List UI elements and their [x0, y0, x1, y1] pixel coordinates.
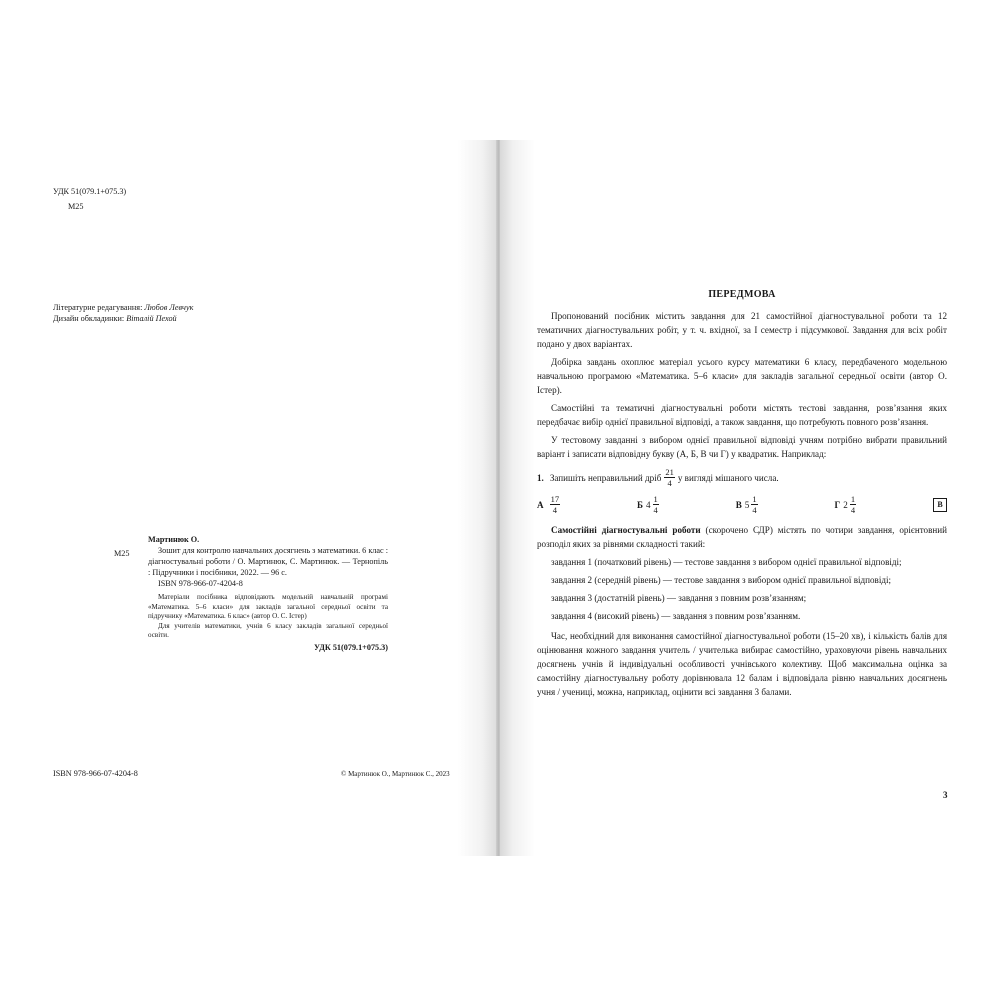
card-audience: Для учителів математики, учнів 6 класу закладів загальної середньої освіти.: [148, 621, 388, 640]
option-fraction: [550, 494, 561, 515]
book-spread: [0, 140, 1000, 856]
card-udk: УДК 51(079.1+075.3): [314, 642, 388, 652]
option-numerator: 1: [850, 494, 856, 504]
option-whole: 5: [744, 499, 750, 510]
designer-name: Віталій Пехой: [126, 314, 177, 323]
option-denominator: 4: [552, 505, 557, 515]
card-description: Зошит для контролю навчальних досягнень з математики. 6 клас : діагностувальні роботи / О. Мартинюк, С. Мартинюк. — Тернопіль : Підручники і посібники, 2022. — 96 с.: [148, 546, 388, 577]
option-label: А: [537, 499, 544, 510]
option-denominator: 4: [850, 505, 856, 515]
option-whole: 2: [843, 499, 848, 510]
option-numerator: 1: [752, 494, 757, 504]
example-task: [537, 467, 947, 488]
card-annotation: Матеріали посібника відповідають модельній навчальній програмі «Математика. 5–6 класи» для закладів загальної середньої освіти та підручнику «Математика. 6 клас» (автор О. С. Істер): [148, 593, 388, 621]
level-1: [537, 555, 947, 569]
udk-code: УДК 51(079.1+075.3): [53, 187, 127, 196]
copyright: © Мартинюк О., Мартинюк С., 2023: [341, 770, 450, 778]
option-a: [537, 494, 563, 515]
option-denominator: 4: [752, 505, 757, 515]
editor-label: Літературне редагування:: [53, 303, 143, 312]
sdr-term: Самостійні діагностувальні роботи: [551, 525, 701, 535]
answer-options: [537, 494, 947, 515]
level-description: (початковий рівень) — тестове завдання з вибором однієї правильної відповіді;: [594, 557, 902, 567]
option-fraction: [751, 494, 757, 515]
task-text-before: Запишіть неправильний дріб: [549, 472, 662, 483]
level-description: (високий рівень) — завдання з повним розв’язанням.: [594, 611, 801, 621]
editor-credit: [53, 302, 193, 313]
level-description: (середній рівень) — тестове завдання з вибором однієї правильної відповіді;: [594, 575, 892, 585]
preface: [537, 288, 947, 703]
preface-paragraph-1: Пропонований посібник містить завдання для 21 самостійної діагностувальної роботи та 12 тематичних діагностувальних робіт, у т. ч. вхідної, за I семестр і підсумкової. Завдання для всіх робіт подано у двох варіантах.: [537, 311, 947, 349]
task-number: 1.: [537, 472, 544, 483]
level-name: завдання 4: [551, 611, 593, 621]
preface-title: ПЕРЕДМОВА: [708, 289, 776, 300]
bbk-code: M25: [68, 202, 84, 211]
level-3: [537, 591, 947, 605]
left-page: [0, 140, 497, 856]
preface-paragraph-4: У тестовому завданні з вибором однієї правильної відповіді учням потрібно вибрати правильний варіант і записати відповідну букву (А, Б, В чи Г) у квадратик. Наприклад:: [537, 435, 947, 459]
answer-box: В: [933, 498, 947, 512]
option-fraction: [850, 494, 856, 515]
task-fraction-denominator: 4: [667, 478, 672, 488]
isbn-footer: ISBN 978-966-07-4204-8: [53, 769, 138, 778]
credits: [53, 302, 193, 324]
option-whole: 4: [646, 499, 651, 510]
designer-label: Дизайн обкладинки:: [53, 314, 125, 323]
catalog-card: [148, 534, 388, 653]
level-4: [537, 609, 947, 623]
preface-paragraph-3: Самостійні та тематичні діагностувальні роботи містять тестові завдання, розв’язання яких передбачає вибір однієї правильної відповіді, а також завдання, що потребують повного розв’язання.: [537, 403, 947, 427]
designer-credit: [53, 313, 193, 324]
preface-paragraph-6: Час, необхідний для виконання самостійної діагностувальної роботи (15–20 хв), і кількість балів для оцінювання кожного завдання учитель / учителька вибирає самостійно, ураховуючи рівень навчальних досягнень учнів й індивідуальні особливості учнівського колективу. Щоб максимальна оцінка за самостійну діагностувальну роботу дорівнювала 12 балам і відповідала рівню навчальних досягнень учня / учениці, можна, наприклад, оцінити всі завдання 3 балами.: [537, 631, 947, 697]
level-name: завдання 2: [551, 575, 593, 585]
card-code: M25: [114, 549, 130, 558]
option-numerator: 17: [550, 494, 560, 504]
preface-paragraph-2: Добірка завдань охоплює матеріал усього курсу математики 6 класу, передбаченого модельною навчальною програмою «Математика. 5–6 класи» для закладів загальної середньої освіти (автор О. Істер).: [537, 357, 947, 395]
task-fraction-numerator: 21: [665, 467, 674, 477]
sdr-paragraph: [537, 523, 947, 551]
card-isbn: ISBN 978-966-07-4204-8: [158, 579, 243, 588]
option-v: [736, 494, 761, 515]
task-fraction: [664, 467, 675, 488]
card-author: Мартинюк О.: [148, 535, 200, 544]
task-text-after: у вигляді мішаного числа.: [677, 472, 779, 483]
level-2: [537, 573, 947, 587]
level-description: (достатній рівень) — завдання з повним розв’язанням;: [594, 593, 807, 603]
page-number: 3: [943, 790, 948, 800]
option-b: [637, 494, 662, 515]
option-fraction: [653, 494, 659, 515]
level-name: завдання 1: [551, 557, 593, 567]
option-label: В: [735, 499, 742, 510]
option-denominator: 4: [653, 505, 658, 515]
option-label: Б: [636, 499, 643, 510]
editor-name: Любов Левчук: [144, 303, 194, 312]
option-label: Г: [834, 499, 841, 510]
level-name: завдання 3: [551, 593, 593, 603]
sdr-rest: (скорочено СДР) містять по чотири завдання, орієнтовний розподіл яких за рівнями складності такий:: [537, 525, 947, 549]
right-page: [500, 140, 1000, 856]
option-g: [834, 494, 859, 515]
option-numerator: 1: [653, 494, 658, 504]
